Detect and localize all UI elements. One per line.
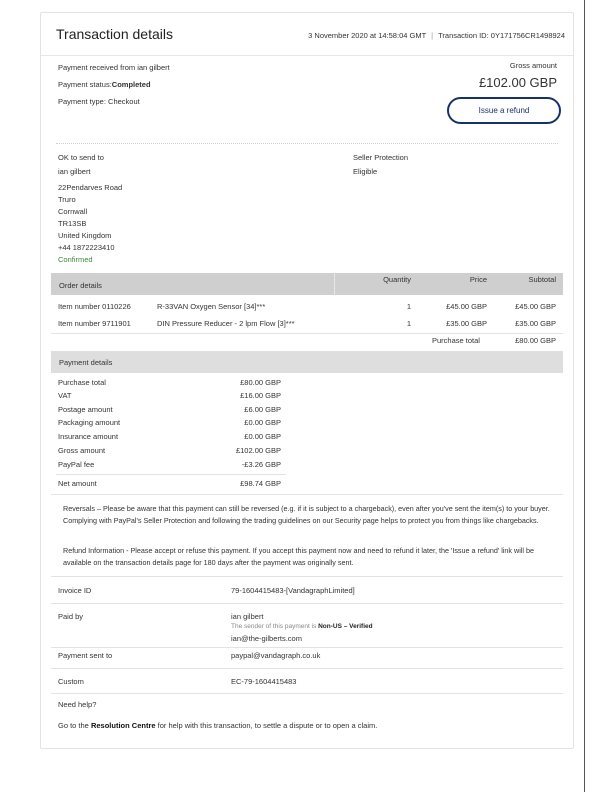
purchase-total-value: £80.00 GBP — [515, 336, 556, 345]
refund-information-notice: Refund Information - Please accept or refuse this payment. If you accept this payment now and need to refund it later, the 'Issue a refund' link will be available on the transaction details page for 180 days after the payment was originally sent. — [63, 546, 534, 567]
payment-status-value: Completed — [111, 80, 151, 89]
net-amount-value: £98.74 GBP — [240, 479, 281, 488]
divider — [51, 494, 563, 495]
payment-status — [58, 80, 151, 89]
ship-to-name: ian gilbert — [58, 167, 91, 176]
order-item-subtotal: £45.00 GBP — [515, 302, 556, 311]
order-item-price: £45.00 GBP — [446, 302, 487, 311]
invoice-id-value: 79-1604415483-[VandagraphLimited] — [231, 586, 355, 595]
divider — [51, 647, 563, 648]
page-edge-rule — [584, 0, 585, 792]
divider — [51, 668, 563, 669]
payment-detail-value: £6.00 GBP — [244, 405, 281, 414]
order-item-quantity: 1 — [406, 319, 411, 328]
payment-detail-value: £0.00 GBP — [244, 418, 281, 427]
payment-detail-value: £16.00 GBP — [240, 391, 281, 400]
seller-protection-value: Eligible — [353, 167, 378, 176]
payment-details-title: Payment details — [59, 358, 113, 367]
order-item-price: £35.00 GBP — [446, 319, 487, 328]
order-details-header — [51, 273, 563, 295]
payment-details-header — [51, 351, 563, 373]
resolution-centre-link[interactable]: Resolution Centre — [90, 721, 156, 730]
page-title: Transaction details — [56, 26, 173, 42]
payment-detail-value: £0.00 GBP — [244, 432, 281, 441]
payment-detail-label: Purchase total — [58, 378, 106, 387]
address-line: Truro — [58, 195, 76, 204]
payment-detail-value: £80.00 GBP — [240, 378, 281, 387]
ok-to-send-label: OK to send to — [58, 153, 104, 162]
order-item-number: Item number 9711901 — [58, 319, 131, 328]
divider — [56, 474, 286, 475]
address-line: Cornwall — [58, 207, 88, 216]
seller-protection-label: Seller Protection — [353, 153, 409, 162]
meta-separator: | — [431, 31, 434, 40]
reversals-notice: Reversals – Please be aware that this payment can still be reversed (e.g. if it is subject to a chargeback), even after you've sent the item(s) to your buyer. Complying with PayPal's Seller Protection and following the trading guidelines on our Security page helps to protect you from things like chargebacks. — [63, 504, 550, 525]
payment-status-label: Payment status: — [58, 80, 112, 89]
sender-verification — [231, 623, 373, 630]
paid-by-email: ian@the-gilberts.com — [231, 634, 302, 643]
payment-detail-label: Insurance amount — [58, 432, 119, 441]
custom-value: EC-79-1604415483 — [231, 677, 297, 686]
order-item-quantity: 1 — [406, 302, 411, 311]
address-line: TR13SB — [58, 219, 87, 228]
order-item-description: R-33VAN Oxygen Sensor [34]*** — [157, 302, 266, 311]
header-meta — [308, 31, 565, 40]
paid-by-label: Paid by — [58, 612, 84, 621]
order-item-description: DIN Pressure Reducer - 2 lpm Flow [3]*** — [157, 319, 295, 328]
sender-note: The sender of this payment is — [231, 623, 317, 630]
order-item-subtotal: £35.00 GBP — [515, 319, 556, 328]
column-quantity: Quantity — [383, 275, 411, 284]
gross-amount-label: Gross amount — [509, 61, 557, 70]
address-line: 22Pendarves Road — [58, 183, 123, 192]
help-suffix: for help with this transaction, to settle a dispute or to open a claim. — [157, 721, 378, 730]
transaction-details-panel — [40, 12, 574, 749]
column-subtotal: Subtotal — [528, 275, 556, 284]
order-details-title: Order details — [59, 281, 102, 290]
divider — [51, 333, 563, 334]
invoice-id-label: Invoice ID — [58, 586, 92, 595]
payment-detail-value: £102.00 GBP — [235, 446, 281, 455]
need-help-title: Need help? — [58, 700, 97, 709]
panel-header — [41, 13, 573, 56]
custom-label: Custom — [58, 677, 84, 686]
paid-by-name: ian gilbert — [231, 612, 264, 621]
address-confirmed-badge: Confirmed — [58, 255, 93, 264]
help-prefix: Go to the — [58, 721, 89, 730]
issue-refund-button[interactable]: Issue a refund — [447, 97, 561, 124]
payment-detail-label: Postage amount — [58, 405, 113, 414]
divider — [51, 693, 563, 694]
sender-status: Non-US – Verified — [318, 623, 373, 630]
column-price: Price — [469, 275, 487, 284]
address-phone: +44 1872223410 — [58, 243, 115, 252]
payment-detail-value: -£3.26 GBP — [241, 460, 281, 469]
payment-sent-to-label: Payment sent to — [58, 651, 113, 660]
address-line: United Kingdom — [58, 231, 112, 240]
transaction-date: 3 November 2020 at 14:58:04 GMT — [308, 31, 427, 40]
divider — [51, 576, 563, 577]
payment-detail-label: Gross amount — [58, 446, 106, 455]
gross-amount-value: £102.00 GBP — [478, 75, 557, 90]
payment-detail-label: VAT — [58, 391, 72, 400]
divider — [56, 143, 558, 144]
order-item-number: Item number 0110226 — [58, 302, 131, 311]
net-amount-label: Net amount — [58, 479, 97, 488]
divider — [51, 603, 563, 604]
payment-sent-to-value: paypal@vandagraph.co.uk — [231, 651, 321, 660]
payment-detail-label: Packaging amount — [58, 418, 121, 427]
payment-detail-label: PayPal fee — [58, 460, 95, 469]
payment-received-from: Payment received from ian gilbert — [58, 63, 170, 72]
help-text — [58, 721, 377, 730]
transaction-id: Transaction ID: 0Y171756CR1498924 — [438, 31, 565, 40]
purchase-total-label: Purchase total — [432, 336, 480, 345]
payment-type: Payment type: Checkout — [58, 97, 140, 106]
